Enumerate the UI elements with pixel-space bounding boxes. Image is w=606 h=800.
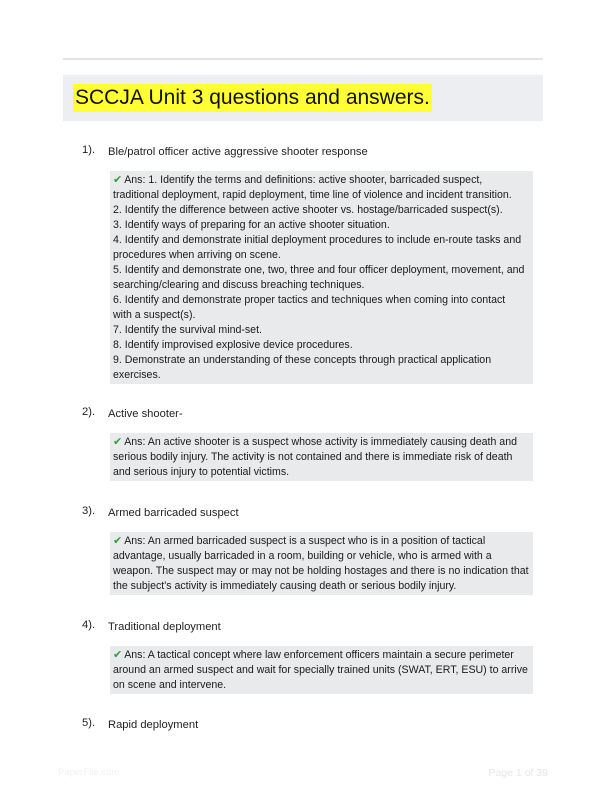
qa-item-2 (82, 405, 542, 481)
qa-item-5 (82, 716, 542, 734)
answer-box (110, 532, 533, 595)
question-number: 3). (82, 505, 96, 517)
answer-line: Ans: An active shooter is a suspect whose activity is immediately causing death and (124, 436, 517, 448)
question-number: 5). (82, 717, 96, 729)
answer-line: on scene and intervene. (113, 679, 227, 691)
answer-line: weapon. The suspect may or may not be holding hostages and there is no indication that (113, 565, 529, 577)
question-text: Traditional deployment (108, 621, 221, 633)
footer-watermark: PaperFile.com (58, 767, 120, 778)
question-text: Rapid deployment (108, 719, 199, 731)
header-divider (63, 58, 543, 60)
question-number: 1). (82, 144, 96, 156)
answer-line: 6. Identify and demonstrate proper tactics and techniques when coming into contact (113, 294, 506, 306)
answer-line: procedures when arriving on scene. (113, 249, 281, 261)
answer-line: 7. Identify the survival mind-set. (113, 324, 262, 336)
answer-line: traditional deployment, rapid deployment, time line of violence and incident transition. (113, 189, 512, 201)
check-icon: ✔ (113, 173, 123, 186)
title-banner (63, 75, 543, 121)
question-number: 4). (82, 619, 96, 631)
answer-box (110, 433, 533, 481)
page-indicator: Page 1 of 39 (488, 767, 548, 779)
answer-line: searching/clearing and discuss breaching techniques. (113, 279, 365, 291)
check-icon: ✔ (113, 648, 123, 661)
qa-item-1 (82, 143, 542, 384)
answer-line: 5. Identify and demonstrate one, two, three and four officer deployment, movement, and (113, 264, 525, 276)
answer-line: and serious injury to potential victims. (113, 466, 290, 478)
answer-line: Ans: An armed barricaded suspect is a suspect who is in a position of tactical (124, 535, 486, 547)
qa-item-4 (82, 618, 542, 694)
answer-line: 4. Identify and demonstrate initial deployment procedures to include en-route tasks and (113, 234, 522, 246)
answer-line: 9. Demonstrate an understanding of these concepts through practical application (113, 354, 492, 366)
qa-item-3 (82, 504, 542, 595)
answer-line: around an armed suspect and wait for specially trained units (SWAT, ERT, ESU) to arrive (113, 664, 528, 676)
question-text: Active shooter- (108, 408, 183, 420)
question-number: 2). (82, 406, 96, 418)
answer-line: Ans: A tactical concept where law enforcement officers maintain a secure perimeter (124, 649, 514, 661)
answer-line: advantage, usually barricaded in a room, building or vehicle, who is armed with a (113, 550, 492, 562)
page-title: SCCJA Unit 3 questions and answers. (73, 84, 432, 112)
question-text: Armed barricaded suspect (108, 507, 239, 519)
answer-line: with a suspect(s). (113, 309, 196, 321)
answer-box (110, 646, 533, 694)
check-icon: ✔ (113, 435, 123, 448)
answer-line: 8. Identify improvised explosive device procedures. (113, 339, 353, 351)
question-text: Ble/patrol officer active aggressive shooter response (108, 146, 368, 158)
answer-line: 3. Identify ways of preparing for an active shooter situation. (113, 219, 390, 231)
answer-box (110, 171, 533, 384)
answer-line: serious bodily injury. The activity is not contained and there is immediate risk of death (113, 451, 513, 463)
check-icon: ✔ (113, 534, 123, 547)
answer-line: exercises. (113, 369, 161, 381)
answer-line: the subject's activity is immediately causing death or serious bodily injury. (113, 580, 457, 592)
answer-line: Ans: 1. Identify the terms and definitions: active shooter, barricaded suspect, (124, 174, 483, 186)
answer-line: 2. Identify the difference between active shooter vs. hostage/barricaded suspect(s). (113, 204, 503, 216)
